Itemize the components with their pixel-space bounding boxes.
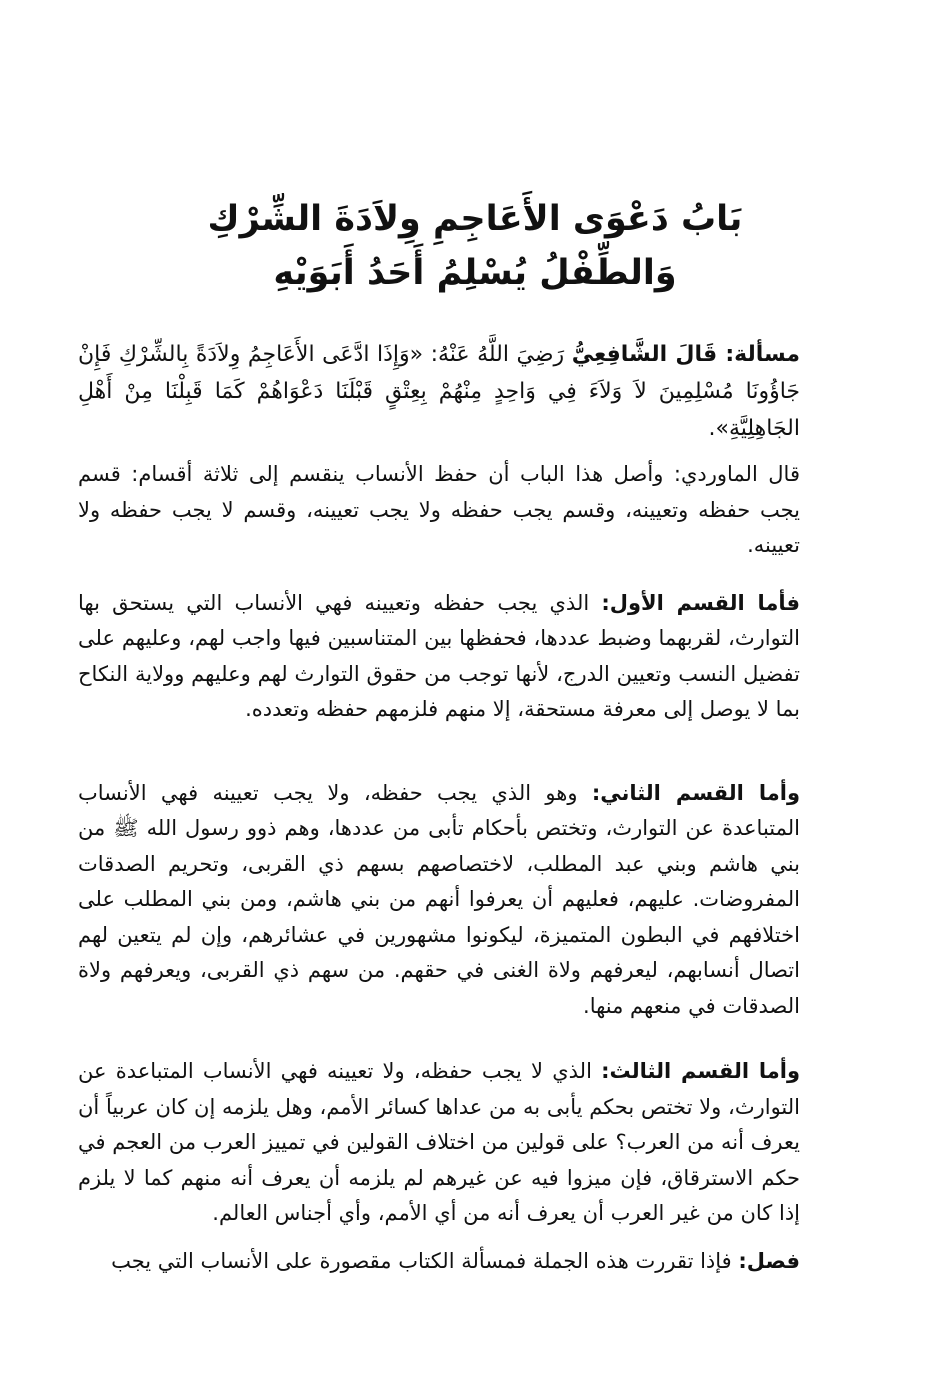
paragraph-lead: فأما القسم الأول:: [601, 590, 800, 615]
paragraph-lead: وأما القسم الثالث:: [601, 1059, 801, 1083]
document-body: [78, 336, 830, 1279]
chapter-title-line-2: وَالطِّفْلُ يُسْلِمُ أَحَدُ أَبَوَيْهِ: [273, 253, 677, 293]
paragraph-fasl: [78, 1244, 830, 1280]
chapter-title-line-1: بَابُ دَعْوَى الأَعَاجِمِ وِلاَدَةَ الشِّرْكِ: [207, 199, 743, 239]
paragraph-text: رَضِيَ اللَّهُ عَنْهُ: «وَإِذَا ادَّعَى الأَعَاجِمُ وِلاَدَةً بِالشِّرْكِ فَإِنْ جَاؤُونَا مُسْلِمِينَ لاَ وَلاَءَ فِي وَاحِدٍ مِنْهُمْ بِعِتْقٍ قَبْلَنَا دَعْوَاهُمْ كَمَا قَبِلْنَا مِنْ أَهْلِ الجَاهِلِيَّةِ».: [78, 342, 800, 441]
paragraph-text: وهو الذي يجب حفظه، ولا يجب تعيينه فهي الأنساب المتباعدة عن التوارث، وتختص بأحكام تأبى من عددها، وهم ذوو رسول الله ﷺ من بني هاشم وبني عبد المطلب، لاختصاصهم بسهم ذي القربى، وتحريم الصدقات المفروضات. عليهم، فعليهم أن يعرفوا أنهم من بني هاشم، ومن بني المطلب على اختلافهم في البطون المتميزة، ليكونوا مشهورين في عشائرهم، وإن لم يتعين لهم اتصال أنسابهم، ليعرفهم ولاة الغنى في حقهم. من سهم ذي القربى، ويعرفهم ولاة الصدقات في منعهم منها.: [78, 780, 800, 1018]
paragraph-text: فإذا تقررت هذه الجملة فمسألة الكتاب مقصورة على الأنساب التي يجب: [111, 1248, 732, 1273]
paragraph-mawardi-intro: قال الماوردي: وأصل هذا الباب أن حفظ الأنساب ينقسم إلى ثلاثة أقسام: قسم يجب حفظه وتعيينه، وقسم يجب حفظه ولا يجب تعيينه، وقسم لا يجب حفظه ولا تعيينه.: [78, 462, 800, 557]
paragraph-masala: [78, 336, 830, 447]
paragraph-second-section: [78, 776, 830, 1025]
chapter-title: [0, 192, 950, 300]
paragraph-first-section: [78, 586, 830, 728]
paragraph-text: الذي لا يجب حفظه، ولا تعيينه فهي الأنساب المتباعدة عن التوارث، ولا تختص بحكم يأبى به من عداها كسائر الأمم، وهل يلزمه إن كان عربياً أن يعرف أنه من العرب؟ على قولين من اختلاف القولين في تمييز العرب من العجم في حكم الاسترقاق، فإن ميزوا فيه عن غيرهم لم يلزمه أن يعرف أنه منهم كما لا يلزم إذا كان من غير العرب أن يعرف أنه من أي الأمم، وأي أجناس العالم.: [78, 1059, 800, 1225]
paragraph-lead: فصل:: [738, 1248, 800, 1273]
paragraph-lead: مسألة: قَالَ الشَّافِعِيُّ: [571, 342, 801, 367]
paragraph-text: الذي يجب حفظه وتعيينه فهي الأنساب التي يستحق بها التوارث، لقربهما وضبط عددها، فحفظها بين المتناسبين فيها واجب لهم، وعليهم على تفضيل النسب وتعيين الدرج، لأنها توجب من حقوق التوارث لهم وعليهم وولاية النكاح بما لا يوصل إلى معرفة مستحقة، إلا منهم فلزمهم حفظه وتعدده.: [78, 590, 800, 721]
paragraph-lead: وأما القسم الثاني:: [591, 780, 800, 805]
paragraph-third-section: [78, 1054, 830, 1232]
